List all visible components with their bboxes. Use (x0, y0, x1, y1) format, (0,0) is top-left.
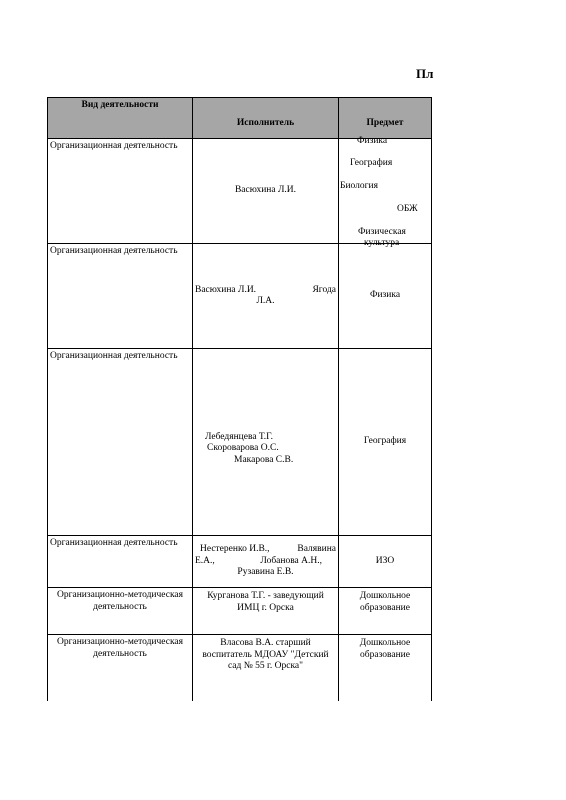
executor-name: Васюхина Л.И. (195, 284, 257, 295)
executor-lines (195, 432, 336, 467)
cell-activity: Организационная деятельность (48, 139, 193, 244)
executor-line: Макарова С.В. (234, 454, 294, 465)
cell-subject: География (339, 349, 432, 536)
executor-line (195, 544, 336, 556)
subject-list (339, 136, 431, 248)
cell-subject (339, 136, 432, 248)
executor-name: Е.А., (195, 555, 215, 566)
cell-subject (339, 635, 432, 701)
cell-subject (339, 588, 432, 635)
table-header-row (48, 98, 432, 139)
executor-line: ИМЦ г. Орска (237, 602, 294, 613)
executor-name: Ягода (312, 284, 336, 295)
table-row (48, 139, 432, 244)
executor-name: Нестеренко И.В., (200, 544, 270, 555)
executor-line: Рузавина Е.В. (237, 567, 294, 578)
executor-name: Валявина (297, 544, 336, 555)
subject-item: культура (364, 238, 400, 248)
cell-subject: ИЗО (339, 536, 432, 588)
executor-line: Курганова Т.Г. - заведующий (207, 591, 324, 601)
cell-activity (48, 635, 193, 701)
cell-activity: Организационная деятельность (48, 349, 193, 536)
executor-line (195, 556, 336, 568)
plan-table (47, 97, 432, 701)
header-subject: Предмет (339, 98, 432, 139)
table-row (48, 588, 432, 635)
cell-subject: Физика (339, 244, 432, 349)
executor-line: Власова В.А. старший (220, 638, 311, 648)
cell-executor: Васюхина Л.И. (193, 139, 339, 244)
activity-line: Организационно-методическая (56, 637, 183, 647)
cell-executor (193, 536, 339, 588)
header-executor: Исполнитель (193, 98, 339, 139)
subject-line: образование (360, 649, 410, 660)
executor-line: Лебедянцева Т.Г. (205, 431, 273, 442)
subject-item: Физика (357, 136, 388, 146)
subject-item: География (350, 158, 393, 168)
subject-line: Дошкольное (359, 591, 411, 601)
subject-line: образование (360, 602, 410, 613)
plan-table-container (47, 97, 431, 700)
cell-executor (193, 635, 339, 701)
activity-line: Организационно-методическая (56, 590, 183, 600)
activity-line: деятельность (93, 648, 147, 659)
subject-item: Физическая (358, 227, 406, 237)
executor-line: сад № 55 г. Орска" (227, 661, 304, 671)
executor-line: Л.А. (256, 296, 275, 306)
page-title: Пл (416, 66, 434, 81)
executor-line: Скороварова О.С. (207, 443, 279, 454)
executor-line: воспитатель МДОАУ "Детский (202, 649, 329, 660)
subject-item: Биология (340, 181, 379, 191)
table-row (48, 536, 432, 588)
table-row (48, 349, 432, 536)
executor-name: Лобанова А.Н., (260, 555, 322, 566)
cell-activity: Организационная деятельность (48, 244, 193, 349)
table-row (48, 635, 432, 701)
cell-executor (193, 244, 339, 349)
subject-line: Дошкольное (359, 638, 411, 648)
activity-line: деятельность (93, 601, 147, 612)
cell-executor (193, 588, 339, 635)
header-activity: Вид деятельности (48, 98, 193, 139)
cell-activity (48, 588, 193, 635)
cell-executor (193, 349, 339, 536)
subject-item: ОБЖ (397, 204, 418, 214)
executor-line (195, 285, 336, 297)
cell-activity: Организационная деятельность (48, 536, 193, 588)
table-row (48, 244, 432, 349)
